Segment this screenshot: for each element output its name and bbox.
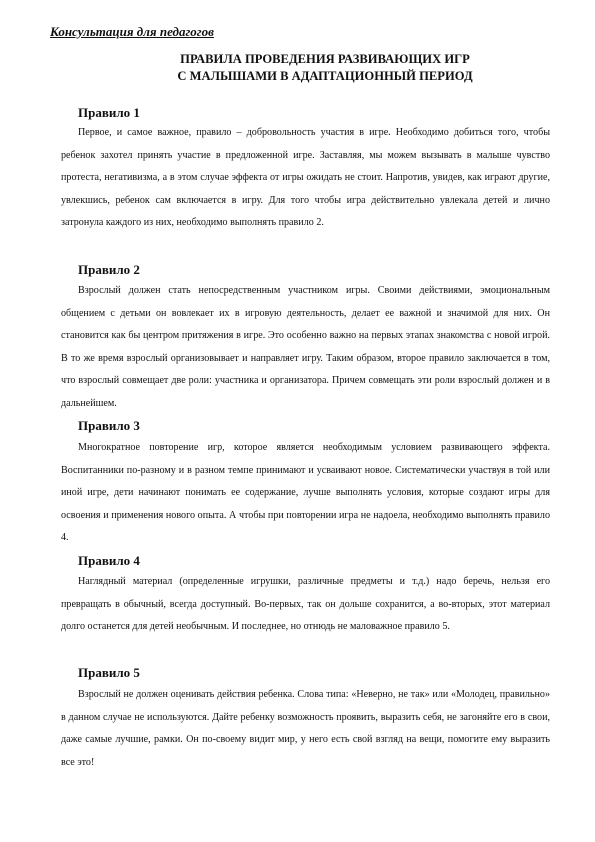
rule-1-heading: Правило 1 (78, 105, 140, 120)
rule-4-text: Наглядный материал (определенные игрушки, различные предметы и т.д.) надо беречь, нельзя его превращать в обычный, всегда доступный. Во-первых, так он дольше сохранится, а во-вторых, этот материал долго останется для детей необычным. И последнее, но отнюдь не маловажное правило 5. (61, 576, 550, 632)
rule-3-heading: Правило 3 (78, 418, 140, 433)
document-title-line-1: ПРАВИЛА ПРОВЕДЕНИЯ РАЗВИВАЮЩИХ ИГР (180, 52, 470, 66)
rule-1-text: Первое, и самое важное, правило – добровольность участия в игре. Необходимо добиться того, чтобы ребенок захотел принять участие в предложенной игре. Заставляя, мы можем вызывать в малыше чувство протеста, негативизма, а в этом случае эффекта от игры ожидать не стоит. Напротив, увидев, как играют другие, увлекшись, ребенок сам включается в игру. Для того чтобы игра действительно увлекала детей и лично затронула каждого из них, необходимо выполнять правило 2. (61, 127, 550, 228)
rule-5-heading: Правило 5 (78, 665, 140, 680)
rule-5-text: Взрослый не должен оценивать действия ребенка. Слова типа: «Неверно, не так» или «Молодец, правильно» в данном случае не используются. Дайте ребенку возможность проявить, выразить себя, не загоняйте его в свои, даже самые лучшие, рамки. Он по-своему видит мир, у него есть свой взгляд на вещи, помогите ему выразить все это! (61, 689, 550, 768)
document-title-line-2: С МАЛЫШАМИ В АДАПТАЦИОННЫЙ ПЕРИОД (177, 69, 473, 83)
rule-2-text: Взрослый должен стать непосредственным участником игры. Своими действиями, эмоциональным общением с детьми он вовлекает их в игровую деятельность, делает ее важной и значимой для них. Он становится как бы центром притяжения в игре. Это особенно важно на первых этапах знакомства с новой игрой. В то же время взрослый организовывает и направляет игру. Таким образом, второе правило заключается в том, что взрослый совмещает две роли: участника и организатора. Причем совмещать эти роли взрослый должен и в дальнейшем. (61, 285, 550, 409)
rule-3-text: Многократное повторение игр, которое является необходимым условием развивающего эффекта. Воспитанники по-разному и в разном темпе принимают и усваивают новое. Систематически участвуя в той или иной игре, дети начинают понимать ее содержание, лучше выполнять условия, которые создают игры для освоения и применения нового опыта. А чтобы при повторении игра не надоела, необходимо выполнять правило 4. (61, 442, 550, 543)
consultation-header: Консультация для педагогов (50, 24, 214, 39)
rule-2-heading: Правило 2 (78, 262, 140, 277)
rule-4-heading: Правило 4 (78, 553, 140, 568)
